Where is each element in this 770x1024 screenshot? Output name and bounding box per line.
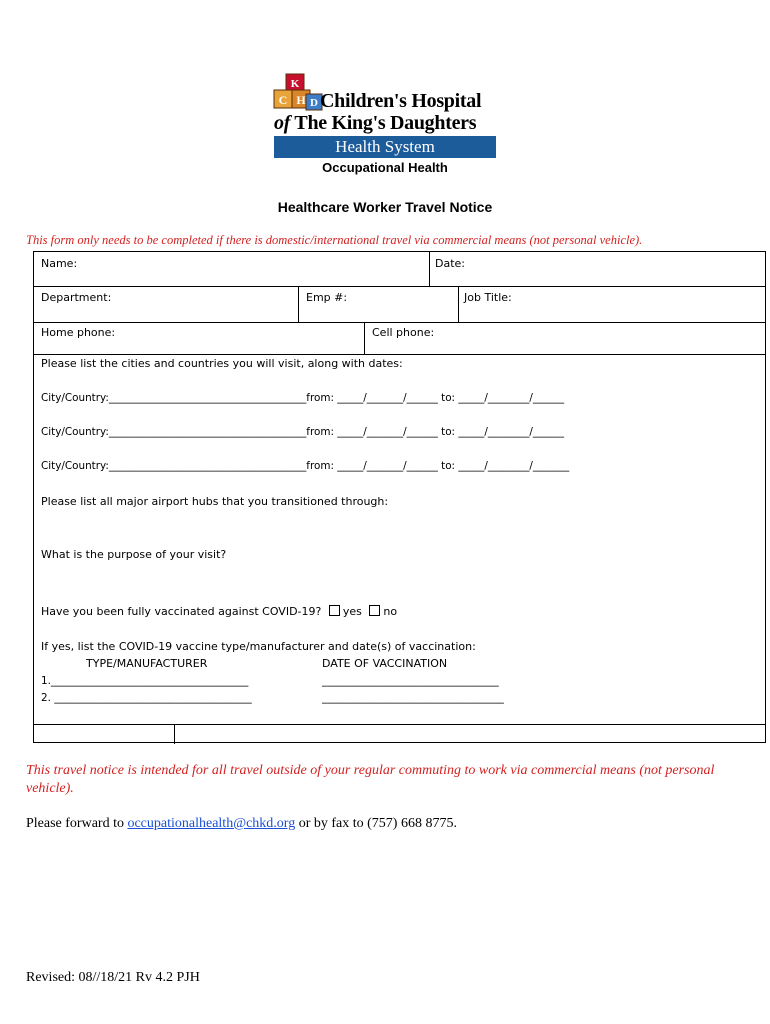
yes-checkbox[interactable] <box>329 605 340 616</box>
logo-line2-rest: The King's Daughters <box>290 112 477 134</box>
vaccine-type-1[interactable]: 1.______________________________________ <box>41 675 249 687</box>
yes-label: yes <box>342 605 362 618</box>
name-field[interactable]: Name: <box>41 257 78 270</box>
col-divider <box>429 252 430 286</box>
vaccination-question-text: Have you been fully vaccinated against COVID-19? <box>41 605 322 618</box>
department-heading: Occupational Health <box>322 160 448 175</box>
no-label: no <box>383 605 398 618</box>
chkd-logo <box>272 72 497 160</box>
row-divider <box>34 286 765 287</box>
cell-phone-field[interactable]: Cell phone: <box>372 326 435 339</box>
block-letter-c: C <box>278 93 288 107</box>
airport-hubs-field[interactable]: Please list all major airport hubs that you transitioned through: <box>41 495 389 508</box>
vaccine-date-1[interactable]: __________________________________ <box>322 675 499 687</box>
form-title: Healthcare Worker Travel Notice <box>277 199 493 215</box>
row-divider <box>34 322 765 323</box>
city-country-row-2[interactable]: City/Country:______________________________________from: _____/_______/______ to: _____/________/______ <box>41 426 565 438</box>
col-type-manufacturer: TYPE/MANUFACTURER <box>86 657 208 670</box>
vaccine-date-2[interactable]: ___________________________________ <box>322 692 504 704</box>
logo-line2 <box>274 112 476 135</box>
email-link[interactable]: occupationalhealth@chkd.org <box>127 816 296 831</box>
no-checkbox[interactable] <box>369 605 380 616</box>
forward-instructions <box>26 816 457 832</box>
revision-note: Revised: 08//18/21 Rv 4.2 PJH <box>26 970 200 985</box>
form-scope-note: This form only needs to be completed if there is domestic/international travel via commercial means (not personal vehicle). <box>26 233 643 247</box>
col-divider <box>364 322 365 354</box>
col-divider <box>298 286 299 322</box>
logo-of: of <box>274 112 291 134</box>
block-letter-h: H <box>296 93 306 107</box>
block-letter-k: K <box>290 78 300 90</box>
travel-notice-form <box>33 251 766 743</box>
row-divider <box>34 724 765 725</box>
emp-number-field[interactable]: Emp #: <box>306 291 348 304</box>
department-field[interactable]: Department: <box>41 291 112 304</box>
row-divider <box>34 354 765 355</box>
logo-line1: Children's Hospital <box>320 90 482 112</box>
col-divider <box>174 724 175 744</box>
visit-purpose-field[interactable]: What is the purpose of your visit? <box>41 548 227 561</box>
travel-notice-note: This travel notice is intended for all travel outside of your regular commuting to work via commercial means (not personal vehicle). <box>26 763 715 796</box>
forward-suffix: or by fax to (757) 668 8775. <box>295 816 457 831</box>
vaccine-type-2[interactable]: 2. ______________________________________ <box>41 692 252 704</box>
home-phone-field[interactable]: Home phone: <box>41 326 116 339</box>
col-date-of-vaccination: DATE OF VACCINATION <box>322 657 448 670</box>
col-divider <box>458 286 459 322</box>
vaccine-prompt: If yes, list the COVID-19 vaccine type/manufacturer and date(s) of vaccination: <box>41 640 476 653</box>
vaccination-question <box>41 605 397 618</box>
city-country-row-3[interactable]: City/Country:______________________________________from: _____/_______/______ to: _____/________/_______ <box>41 460 570 472</box>
date-field[interactable]: Date: <box>435 257 465 270</box>
block-letter-d: D <box>310 97 318 109</box>
job-title-field[interactable]: Job Title: <box>464 291 512 304</box>
city-country-row-1[interactable]: City/Country:______________________________________from: _____/_______/______ to: _____/________/______ <box>41 392 565 404</box>
forward-prefix: Please forward to <box>26 816 128 831</box>
cities-prompt: Please list the cities and countries you will visit, along with dates: <box>41 357 403 370</box>
logo-health-system-band: Health System <box>274 136 496 158</box>
